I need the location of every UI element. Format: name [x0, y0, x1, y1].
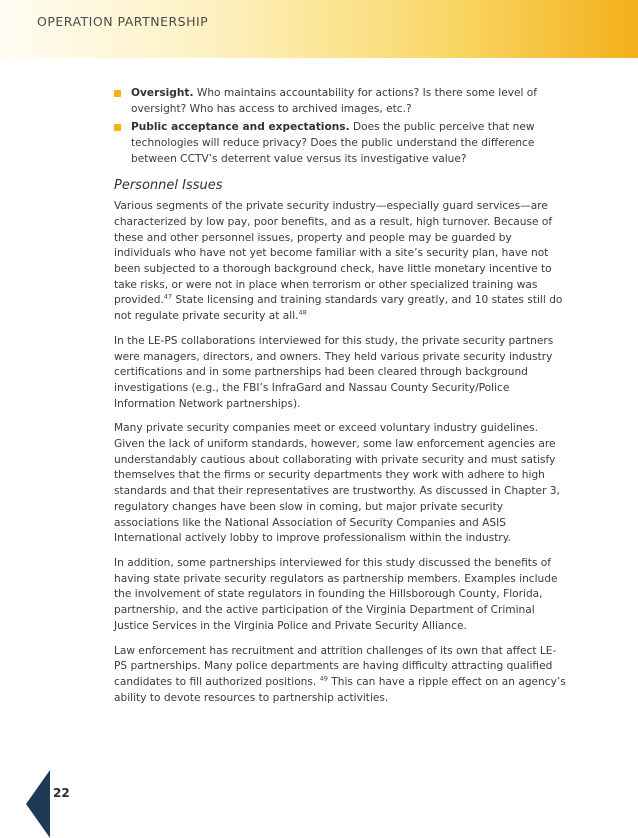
paragraph: In addition, some partnerships interviewed for this study discussed the benefits of having state private security regulators as partnership members. Examples include the involvement of state regulators in founding the Hillsborough County, Florida, partnership, and the active participation of the Virginia Department of Criminal Justice Services in the Virginia Police and Private Security Alliance.	[114, 556, 558, 632]
paragraph	[114, 644, 566, 707]
bullet-term: Oversight.	[131, 87, 194, 99]
paragraph	[114, 199, 566, 325]
paragraph-text: State licensing and training standards vary greatly, and 10 states still do not regulate private security at all.	[114, 294, 563, 323]
list-item	[114, 120, 566, 167]
paragraph-text: Various segments of the private security industry—especially guard services—are characterized by low pay, poor benefits, and as a result, high turnover. Because of these and other personnel issues, property and people may be guarded by individuals who have not yet become familiar with a site’s security plan, have not been subjected to a thorough background check, have little monetary incentive to take risks, or were not in place when terrorism or other specialized training was provided.	[114, 200, 553, 307]
paragraph: In the LE-PS collaborations interviewed for this study, the private security partners were managers, directors, and owners. They held various private security industry certifications and in some partnerships had been cleared through background investigations (e.g., the FBI’s InfraGard and Nassau County Security/Police Information Network partnerships).	[114, 334, 554, 410]
section-heading: Personnel Issues	[114, 177, 223, 193]
bullet-text: Who maintains accountability for actions? Is there some level of oversight? Who has access to archived images, etc.?	[131, 87, 538, 115]
list-item	[114, 86, 566, 117]
header-band	[0, 0, 638, 58]
footnote-ref: 47	[163, 292, 173, 301]
paragraph-text: Law enforcement has recruitment and attrition challenges of its own that affect LE-PS partnerships. Many police departments are having difficulty attracting qualified candidates to fill authorized positions.	[114, 644, 557, 688]
bullet-term: Public acceptance and expectations.	[131, 121, 350, 134]
footnote-ref: 49	[319, 674, 328, 683]
footnote-ref: 48	[298, 308, 307, 317]
page-number: 22	[53, 786, 70, 800]
running-header-title: OPERATION PARTNERSHIP	[37, 14, 209, 29]
square-bullet-icon	[114, 124, 121, 131]
page-content	[114, 86, 566, 715]
bullet-text: Does the public perceive that new technologies will reduce privacy? Does the public understand the difference between CCTV’s deterrent value versus its investigative value?	[131, 121, 535, 165]
page-arrow-icon	[26, 770, 50, 838]
paragraph: Many private security companies meet or exceed voluntary industry guidelines. Given the lack of uniform standards, however, some law enforcement agencies are understandably cautious about collaborating with private security and must satisfy themselves that the firms or security departments they work with adhere to high standards and that their representatives are trustworthy. As discussed in Chapter 3, regulatory changes have been slow in coming, but major private security associations like the National Association of Security Companies and ASIS International actively lobby to improve professionalism within the industry.	[114, 422, 560, 545]
paragraph-text: This can have a ripple effect on an agency’s ability to devote resources to partnership activities.	[114, 675, 566, 704]
bullet-list	[114, 86, 566, 168]
square-bullet-icon	[114, 90, 121, 97]
